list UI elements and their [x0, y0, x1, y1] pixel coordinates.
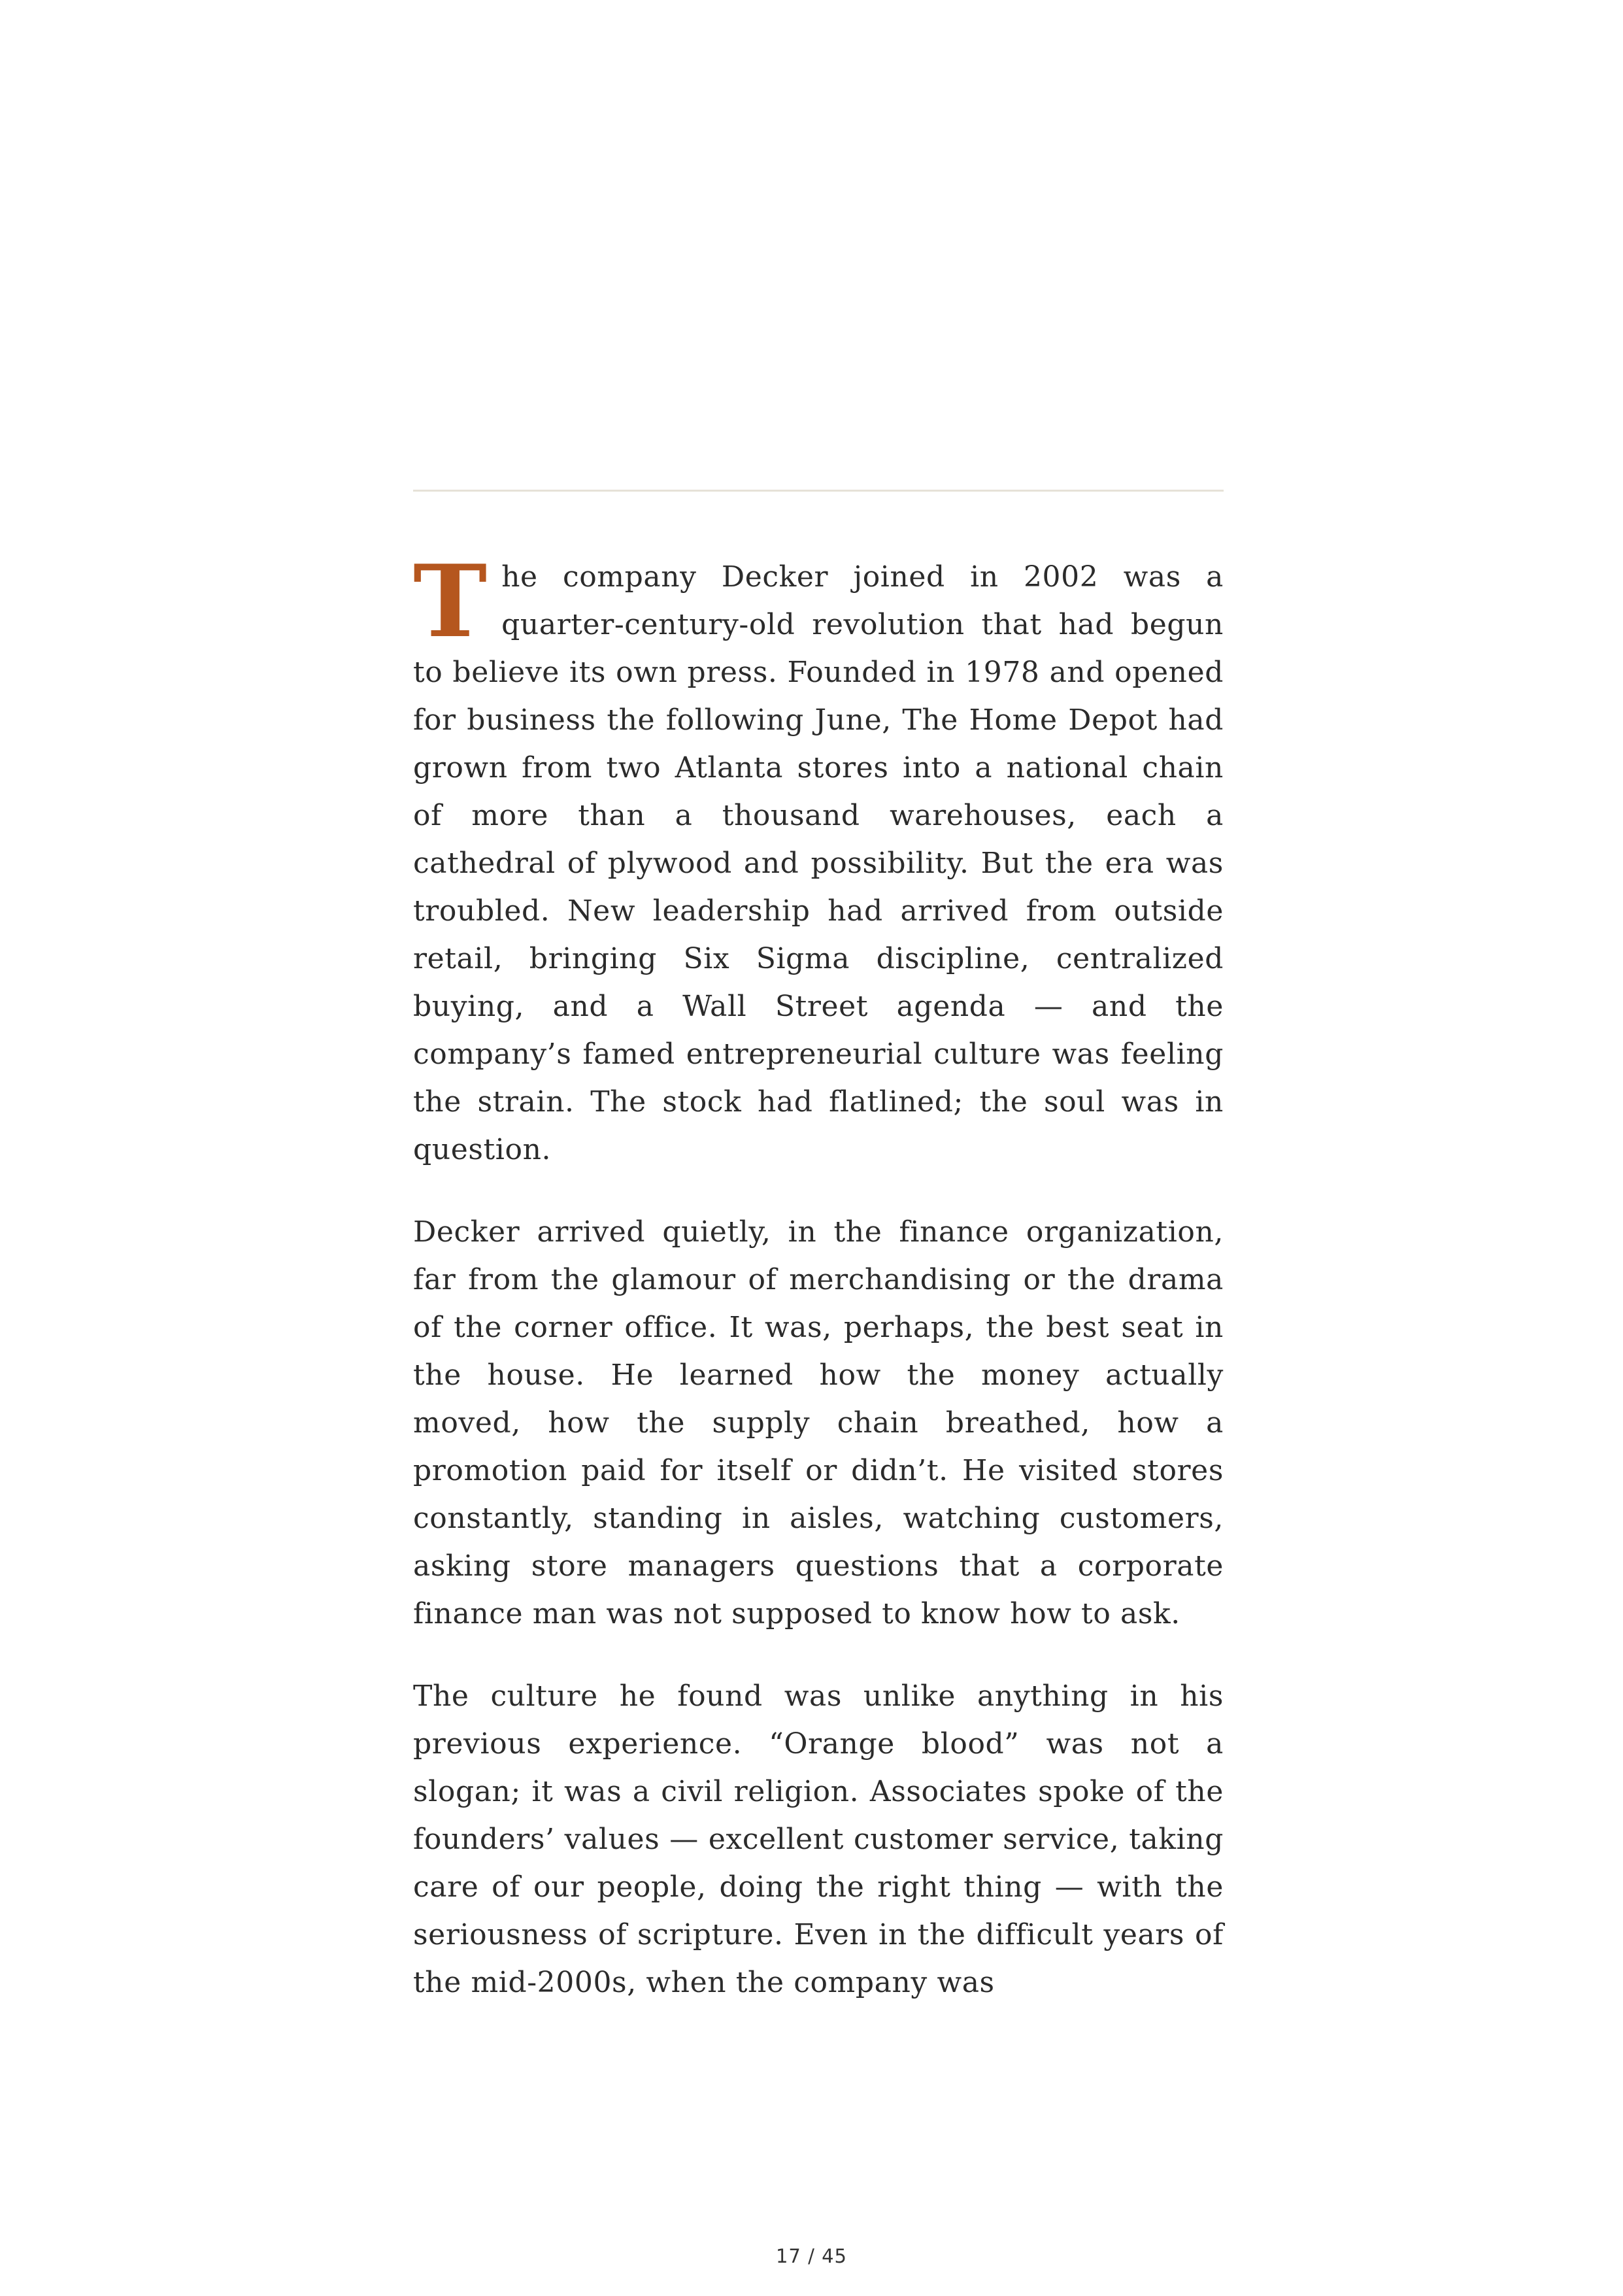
paragraph-3: The culture he found was unlike anything in his previous experience. “Orange blood” was not a slogan; it was a civil religion. Associates spoke of the founders’ values — excellent customer service, taking care of our people, doing the right thing — with the seriousness of scripture. Even in the difficult years of the mid-2000s, when the company was	[413, 1680, 1224, 1999]
paragraph-1	[413, 543, 1224, 1173]
article-body	[413, 543, 1224, 2041]
paragraph-1-text: he company Decker joined in 2002 was a quarter-century-old revolution that had begun to believe its own press. Founded in 1978 and opened for business the following June, The Home Depot had grown from two Atlanta stores into a national chain of more than a thousand warehouses, each a cathedral of plywood and possibility. But the era was troubled. New leadership had arrived from outside retail, bringing Six Sigma discipline, centralized buying, and a Wall Street agenda — and the company’s famed entrepreneurial culture was feeling the strain. The stock had flatlined; the soul was in question.	[413, 560, 1224, 1166]
section-divider	[413, 490, 1224, 492]
page-number: 17 / 45	[775, 2245, 847, 2267]
paragraph-2: Decker arrived quietly, in the finance organization, far from the glamour of merchandising or the drama of the corner office. It was, perhaps, the best seat in the house. He learned how the money actually moved, how the supply chain breathed, how a promotion paid for itself or didn’t. He visited stores constantly, standing in aisles, watching customers, asking store managers questions that a corporate finance man was not supposed to know how to ask.	[413, 1215, 1224, 1630]
drop-cap: T	[413, 543, 488, 660]
